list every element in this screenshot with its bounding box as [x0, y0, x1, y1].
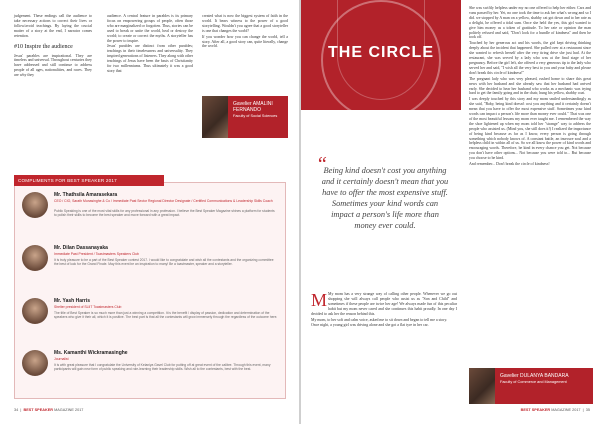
author-card — [495, 368, 593, 404]
page-number: 35 — [585, 408, 590, 412]
compliment-text: It is with great pleasure that I congratulate the University of Kelaniya Gavel Club for putting off at great event of the calibre. Through this event, many participants will gain new form of public speaking and role-learning their leadership skills. Wish all to the contestants, best with the best. — [54, 363, 271, 372]
paragraph: audience. A central feature in parables is its primary focus on empowering groups of people, often those who are marginalized or forgotten. Thus, stories can be used to break or unite the world, heal or destroy the world; to create or correct the myths. A storyteller has the power to inspire. — [107, 14, 193, 43]
magazine-suffix: MAGAZINE — [551, 408, 572, 412]
article-column-1 — [14, 14, 92, 79]
author-photo — [469, 368, 495, 404]
compliment-entry — [22, 192, 280, 240]
magazine-name: BEST SPEAKER — [520, 408, 551, 412]
paragraph: The pregnant lady who was very pleased, rushed home to share this great news with her husband and she already saw that her husband had arrived early. She decided to hear her husband who works as a mechanic was trying hard to get the family going and in the chair, hung his yellow, shabby coat. — [469, 76, 591, 96]
article-column-right — [469, 6, 591, 168]
avatar — [22, 298, 48, 324]
paragraph — [311, 292, 457, 317]
compliment-name: Mr. Dilan Dassanayaka — [54, 245, 108, 251]
magazine-name: BEST SPEAKER — [23, 408, 53, 412]
paragraph: created what is now the biggest system of faith in the world. It bears witness to the power of a good storytelling. Wouldn't you agree that a good storyteller is one that changes the world? — [202, 14, 288, 33]
article-title: THE CIRCLE — [328, 44, 434, 61]
avatar — [22, 245, 48, 271]
article-column-2 — [107, 14, 193, 75]
left-page — [0, 0, 299, 424]
compliment-role: CEO / CIO, Sarath Munasinghe & Co / Immediate Past Sector Regional Director Designate / Certified Communications & Leadership Skills Coach — [54, 199, 273, 203]
paragraph: Jesus' parables are distinct from other parables; teachings in their timelessness and universality. They inspired generations of listeners. They along with other teachings of Jesus have been the basis of Christianity for two millenniums. Thus ultimately it was a good story that — [107, 44, 193, 73]
title-banner — [301, 0, 461, 110]
compliment-role: Shelter president of SLIIT Toastmasters Club — [54, 305, 122, 309]
article-column-3 — [202, 14, 288, 50]
pull-quote: Being kind doesn't cost you anything and it certainly doesn't mean that you have to offer the most expensive stuff. Sometimes your kind words can impact a person's life more than money ever could. — [321, 166, 449, 230]
compliment-entry — [22, 245, 280, 293]
paragraph: Once night, a young girl was driving alone and she got a flat tyre in her car. — [311, 323, 429, 328]
drop-cap: M — [311, 290, 328, 310]
author-card — [228, 96, 288, 138]
right-page — [301, 0, 600, 424]
paragraph: I was deeply touched by this story and my mom smiled understandingly as she said, "Baby, being kind doesn't cost you anything and it certainly doesn't mean that you have to offer the most expensive stuff. Sometimes your kind words can impact a person's life more than money ever could." That was one of the most beautiful lessons my mom ever taught me. I remembered the way the shoe lightened up when my mom told her "strange" way to address the people who assisted us. (Mind you, she still does it!) I realized the importance of being kind because as far as I know, every person is going through something which nobody knows of. A constant battle, an insecure soul and a helpless child in within all of us. So we all know the power of kind words and encouraging words. Therefore, be kind in every chance you get. Not because you don't have other options... Not because you were told to... But because you choose to be kind. — [469, 97, 591, 161]
paragraph-text: My mom has a very strange way of calling other people. Whenever we go out shopping she will always call people who assist us as "Son and Child" and sometimes if these people are twice her age! We always made fun of this peculiar habit but my mom never cared and she continues this habit proudly. In one day I decided to ask her the reason behind this. — [311, 292, 457, 316]
compliment-role: Journalist — [54, 357, 69, 361]
page-footer: BEST SPEAKER MAGAZINE 2017 | 35 — [520, 408, 590, 412]
compliment-name: Ms. Kamanthi Wickramasinghe — [54, 350, 128, 356]
compliment-name: Mr. Yash Harris — [54, 298, 91, 304]
magazine-year: 2017 — [74, 408, 84, 412]
paragraph: judgement. These endings call the audience to take necessary actions to correct their lives or follow/avoid teachings. By laying the crucial matter of a story at the end, I narrator comes retention. — [14, 14, 92, 38]
author-role: Faculty of Social Sciences — [233, 114, 278, 118]
compliment-entry — [22, 298, 280, 346]
page-number: 34 — [14, 408, 19, 412]
compliment-text: It is truly pleasure to be a part of the Best Speaker contest 2017. I would like to congratulate and wish all the contestants and the organizing committee the best of luck for the Grand Finale. May this event be an inspiration to many! Be a toastmaster, speaker and a storyteller. — [54, 258, 274, 267]
avatar — [22, 350, 48, 376]
compliments-header: COMPLIMENTS FOR BEST SPEAKER 2017 — [14, 175, 164, 186]
closing-line: And remember... Don't break the circle of kindness! — [469, 162, 550, 167]
author-role: Faculty of Commerce and Management — [500, 380, 567, 384]
paragraph: If you wonder how you can change the world, tell a story. After all, a good story can, quite literally, change the world. — [202, 34, 288, 49]
paragraph: She was swiftly helpless under my no one offered to help her either. Cars and vans passed by her. Yet, no one took the time to ask her what's wrong and so I did. we stopped by A man on a yellow, shabby cat got down and to her rate as a delight, he offered a tidal sum. Once she held the yes, this girl wanted to give him money as a token of gratitude. To her rate or opinion the man politely refused and said, "Don't look for a bundle of kindness" and then he took off. — [469, 6, 591, 40]
compliment-text: Public Speaking is one of the most vital skills for any professional in any profession. I believe the Best Speaker Magazine shines a platform for students to polish their skills to become the best speaker and move forward with a great impact. — [54, 209, 275, 218]
quote-mark-icon: “ — [316, 153, 328, 175]
page-footer: 34 | BEST SPEAKER MAGAZINE 2017 — [14, 408, 84, 412]
avatar — [22, 192, 48, 218]
section-heading: #10 Inspire the audience — [14, 43, 73, 50]
magazine-year: 2017 — [572, 408, 581, 412]
article-column-left — [311, 292, 457, 329]
compliment-role: Immediate Past President / Toastmasters Speakers Club — [54, 252, 139, 256]
compliment-name: Mr. Thathsila Amarasekara — [54, 192, 118, 198]
magazine-suffix: MAGAZINE — [54, 408, 74, 412]
author-photo — [202, 96, 228, 138]
author-name: Gavelier AMALINI FERNANDO — [233, 101, 273, 113]
compliment-text: The title of Best Speaker is so much more than just a winning a competition. It is the benefit / display of passion, dedication and determination of the speakers who give it their all, which it is positive. The best part is that all the contestants will grow immensely through the regardless of the outcome here. — [54, 311, 278, 320]
compliment-entry — [22, 350, 280, 398]
author-name: Gavelier DULANYA BANDARA — [500, 373, 569, 379]
paragraph: My mom, to her soft and calm voice, asked me to sit down and began to tell me a story. — [311, 317, 448, 322]
paragraph: Jesus' parables are inspirational. They are timeless and universal. Throughout centuries they have addressed and still continue to address people of all ages, nationalities, and races. They are why they — [14, 53, 92, 78]
paragraph: Touched by her generous act and his words, the girl kept driving thinking deeply about the incident that happened. She pulled over at a restaurant since she wanted to refresh herself after the very tiring drive she just had. At the restaurant, she was served by a lady who was at the final stage of her pregnancy. Before the girl left, she offered a very generous tip to the lady who served her and said, "I wish all the very best to you and your baby and please don't break this circle of kindness!" — [469, 41, 591, 75]
